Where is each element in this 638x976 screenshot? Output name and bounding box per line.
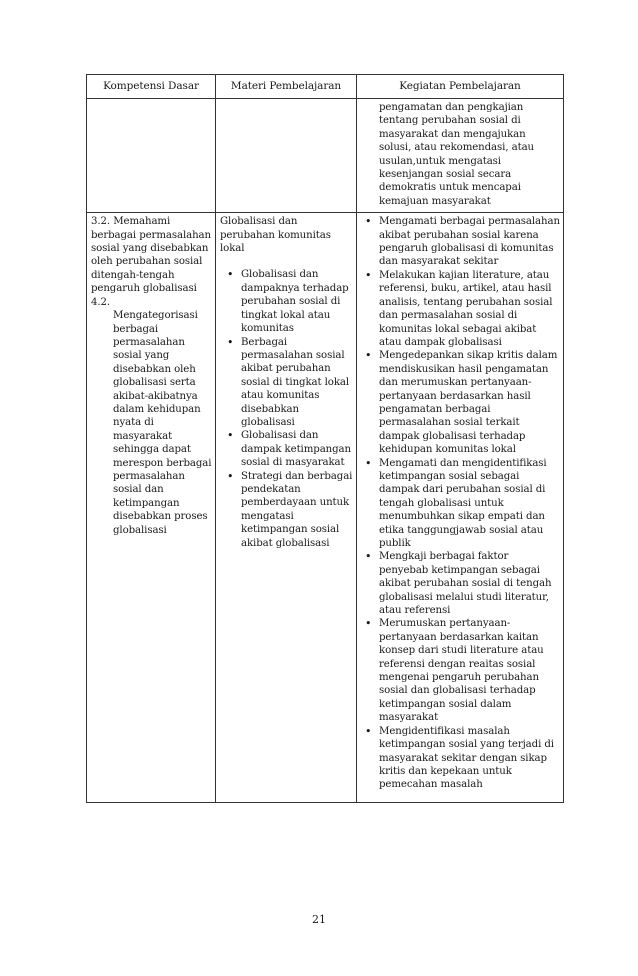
kegiatan-list (361, 215, 560, 791)
continuation-empty-materi (216, 99, 357, 213)
curriculum-table (86, 74, 564, 803)
kd-number: 4.2. (91, 296, 111, 308)
continuation-text: pengamatan dan pengkajian tentang perubahan sosial di masyarakat dan mengajukan solusi, atau rekomendasi, atau usulan,untuk mengatasi kesenjangan sosial secara demokratis untuk mencapai kemajuan masyarakat (379, 102, 535, 207)
list-item: • Strategi dan berbagai pendekatan pemberdayaan untuk mengatasi ketimpangan sosial akibat globalisasi (220, 470, 353, 550)
continuation-empty-kd (87, 99, 216, 213)
page-number: 21 (312, 913, 326, 926)
list-item: • Berbagai permasalahan sosial akibat perubahan sosial di tingkat lokal atau komunitas disebabkan globalisasi (220, 336, 353, 430)
kd-item (91, 296, 212, 537)
list-item: • Mengidentifikasi masalah ketimpangan sosial yang terjadi di masyarakat sekitar dengan sikap kritis dan kepekaan untuk pemecahan masalah (361, 725, 560, 792)
list-item: • Mengkaji berbagai faktor penyebab ketimpangan sebagai akibat perubahan sosial di tengah globalisasi melalui studi literatur, atau referensi (361, 550, 560, 617)
kd-text: Mengategorisasi berbagai permasalahan sosial yang disebabkan oleh globalisasi serta akibat-akibatnya dalam kehidupan nyata di masyarakat sehingga dapat merespon berbagai permasalahan sosial dan ketimpangan disebabkan proses globalisasi (113, 310, 212, 536)
table-header-row (87, 75, 564, 99)
kd-cell (87, 213, 216, 802)
materi-list (220, 268, 353, 550)
continuation-cell (357, 99, 564, 213)
continuation-row (87, 99, 564, 213)
list-item: • Globalisasi dan dampaknya terhadap perubahan sosial di tingkat lokal atau komunitas (220, 268, 353, 335)
list-item: • Globalisasi dan dampak ketimpangan sosial di masyarakat (220, 429, 353, 469)
list-item: • Melakukan kajian literature, atau referensi, buku, artikel, atau hasil analisis, tentang perubahan sosial dan permasalahan sosial di komunitas lokal sebagai akibat atau dampak globalisasi (361, 269, 560, 349)
list-item: • Merumuskan pertanyaan-pertanyaan berdasarkan kaitan konsep dari studi literature atau referensi dengan reaitas sosial mengenai pengaruh perubahan sosial dan globalisasi terhadap ketimpangan sosial dalam masyarakat (361, 617, 560, 724)
list-item: • Mengamati dan mengidentifikasi ketimpangan sosial sebagai dampak dari perubahan sosial di tengah globalisasi untuk menumbuhkan sikap empati dan etika tanggungjawab sosial atau publik (361, 457, 560, 551)
kd-text: Memahami berbagai permasalahan sosial yang disebabkan oleh perubahan sosial ditengah-tengah pengaruh globalisasi (91, 216, 211, 295)
kegiatan-cell (357, 213, 564, 802)
header-materi-pembelajaran: Materi Pembelajaran (216, 75, 357, 99)
kd-number: 3.2. (91, 216, 111, 228)
list-item: • Mengedepankan sikap kritis dalam mendiskusikan hasil pengamatan dan merumuskan pertanyaan-pertanyaan berdasarkan hasil pengamatan berbagai permasalahan sosial terkait dampak globalisasi terhadap kehidupan komunitas lokal (361, 349, 560, 456)
list-item: • Mengamati berbagai permasalahan akibat perubahan sosial karena pengaruh globalisasi di komunitas dan masyarakat sekitar (361, 215, 560, 269)
kd-item (91, 215, 212, 295)
header-kompetensi-dasar: Kompetensi Dasar (87, 75, 216, 99)
materi-cell (216, 213, 357, 802)
materi-heading: Globalisasi dan perubahan komunitas lokal (220, 216, 331, 255)
table-row (87, 213, 564, 802)
header-kegiatan-pembelajaran: Kegiatan Pembelajaran (357, 75, 564, 99)
